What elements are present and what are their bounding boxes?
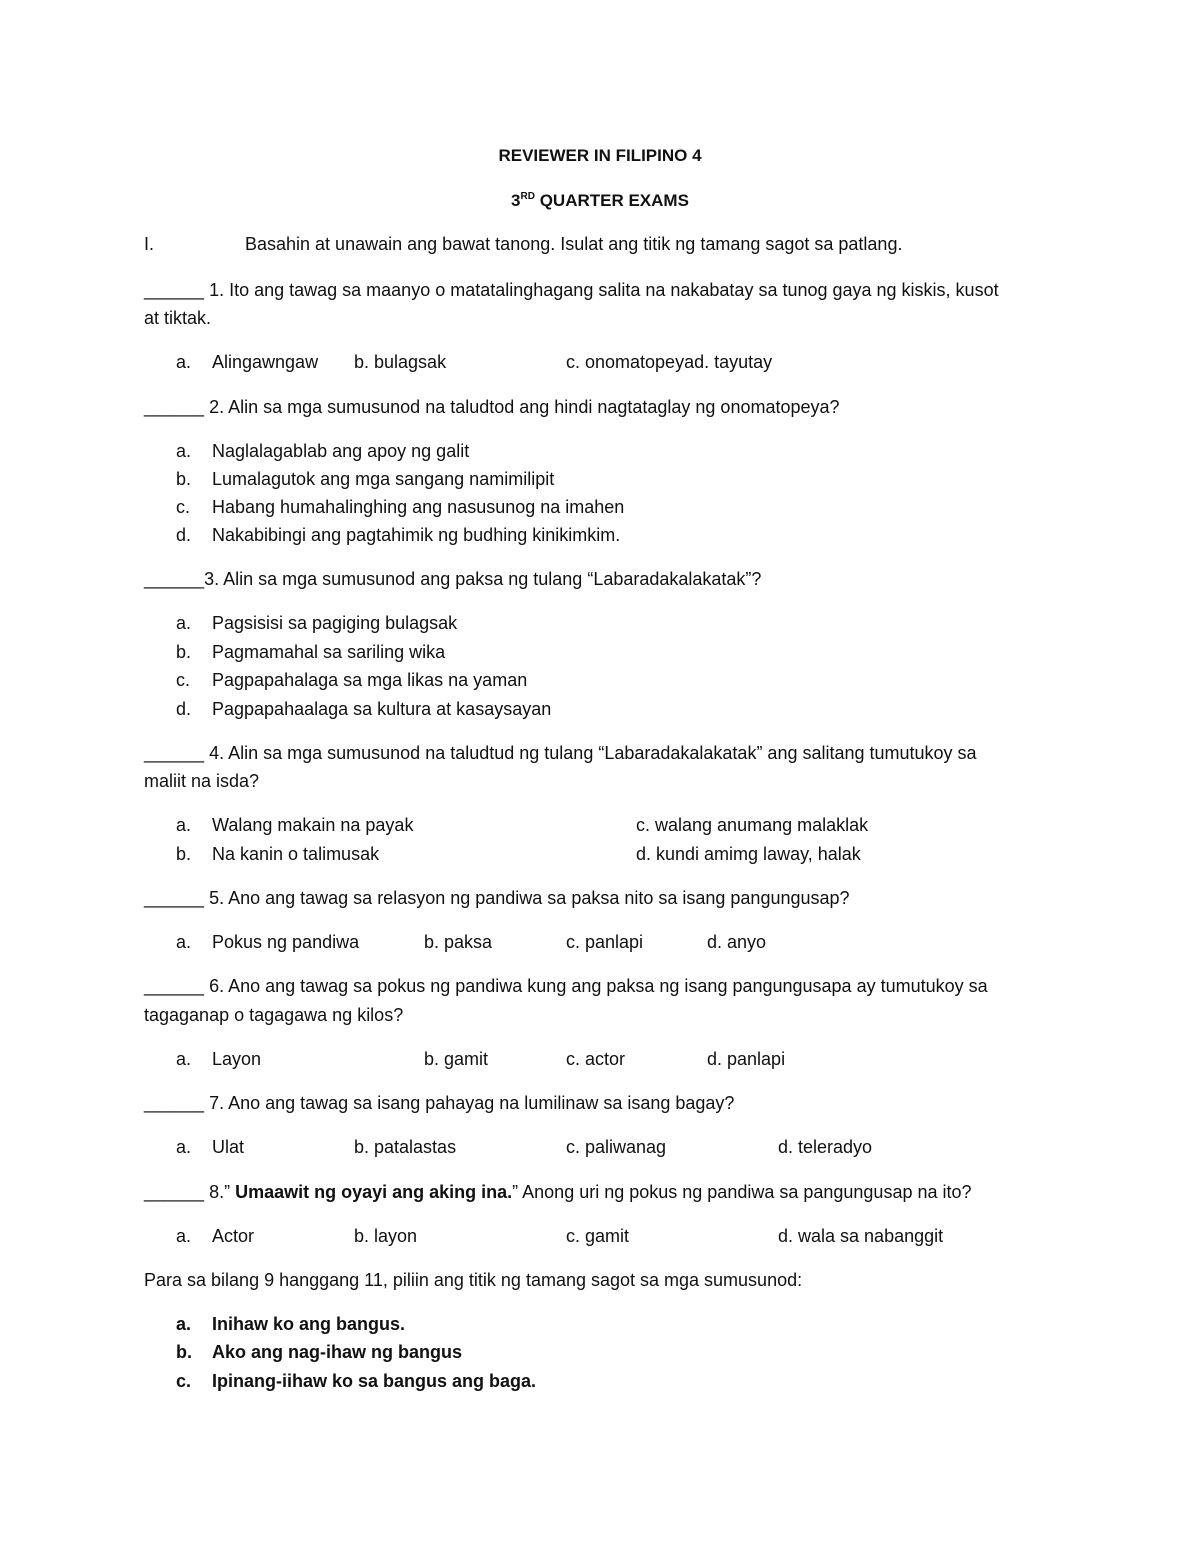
q8-option-a-letter: a. (176, 1226, 192, 1246)
q3-option-d-letter: d. (176, 699, 192, 719)
q5-option-c: c. panlapi (566, 932, 644, 952)
q4-option-a: Walang makain na payak (212, 815, 414, 835)
section-9-11-intro: Para sa bilang 9 hanggang 11, piliin ang titik ng tamang sagot sa mga sumusunod: (144, 1270, 803, 1290)
q2-option-a: Naglalagablab ang apoy ng galit (212, 441, 470, 461)
question-4-cont: maliit na isda? (144, 771, 260, 791)
question-4: ______ 4. Alin sa mga sumusunod na taludtud ng tulang “Labaradakalakatak” ang salitang tumutukoy sa (144, 743, 977, 763)
q2-option-d: Nakabibingi ang pagtahimik ng budhing kinikimkim. (212, 525, 621, 545)
s9-option-a: Inihaw ko ang bangus. (212, 1314, 406, 1334)
question-5: ______ 5. Ano ang tawag sa relasyon ng pandiwa sa paksa nito sa isang pangungusap? (144, 888, 850, 908)
q1-option-a-letter: a. (176, 352, 192, 372)
q3-option-b: Pagmamahal sa sariling wika (212, 642, 446, 662)
q7-option-c: c. paliwanag (566, 1137, 667, 1157)
page-subtitle (0, 190, 1200, 212)
question-8-post: ” Anong uri ng pokus ng pandiwa sa pangungusap na ito? (512, 1182, 972, 1202)
q5-option-a-letter: a. (176, 932, 192, 952)
q7-option-d: d. teleradyo (778, 1137, 873, 1157)
subtitle-number: 3 (511, 191, 521, 210)
q3-option-a-letter: a. (176, 613, 192, 633)
instruction-numeral: I. (144, 234, 155, 254)
q7-option-a: Ulat (212, 1137, 245, 1157)
question-3: ______3. Alin sa mga sumusunod ang paksa ng tulang “Labaradakalakatak”? (144, 569, 762, 589)
q4-option-a-letter: a. (176, 815, 192, 835)
q5-option-a: Pokus ng pandiwa (212, 932, 360, 952)
question-8-sentence: Umaawit ng oyayi ang aking ina. (235, 1182, 513, 1202)
instruction-text: Basahin at unawain ang bawat tanong. Isulat ang titik ng tamang sagot sa patlang. (245, 234, 903, 254)
q6-option-d: d. panlapi (707, 1049, 786, 1069)
q8-option-b: b. layon (354, 1226, 418, 1246)
q8-option-c: c. gamit (566, 1226, 630, 1246)
q4-option-d: d. kundi amimg laway, halak (636, 844, 861, 864)
question-8 (144, 1181, 972, 1203)
q2-option-d-letter: d. (176, 525, 192, 545)
q2-option-b: Lumalagutok ang mga sangang namimilipit (212, 469, 555, 489)
question-6: ______ 6. Ano ang tawag sa pokus ng pandiwa kung ang paksa ng isang pangungusapa ay tumutukoy sa (144, 976, 988, 996)
q1-option-a: Alingawngaw (212, 352, 319, 372)
q8-option-d: d. wala sa nabanggit (778, 1226, 944, 1246)
question-1-cont: at tiktak. (144, 308, 212, 328)
q1-option-b: b. bulagsak (354, 352, 447, 372)
q7-option-a-letter: a. (176, 1137, 192, 1157)
subtitle-suffix: RD (520, 191, 535, 202)
q7-option-b: b. patalastas (354, 1137, 457, 1157)
q1-option-c: c. onomatopeyad. tayutay (566, 352, 773, 372)
q6-option-b: b. gamit (424, 1049, 489, 1069)
q6-option-c: c. actor (566, 1049, 626, 1069)
q6-option-a-letter: a. (176, 1049, 192, 1069)
q3-option-d: Pagpapahaalaga sa kultura at kasaysayan (212, 699, 552, 719)
q3-option-a: Pagsisisi sa pagiging bulagsak (212, 613, 458, 633)
q3-option-c-letter: c. (176, 670, 191, 690)
question-1: ______ 1. Ito ang tawag sa maanyo o matatalinghagang salita na nakabatay sa tunog gaya ng kiskis, kusot (144, 280, 999, 300)
q2-option-c-letter: c. (176, 497, 191, 517)
question-7: ______ 7. Ano ang tawag sa isang pahayag na lumilinaw sa isang bagay? (144, 1093, 735, 1113)
question-8-pre: ______ 8.” (144, 1182, 236, 1202)
q4-option-c: c. walang anumang malaklak (636, 815, 869, 835)
q3-option-b-letter: b. (176, 642, 192, 662)
q5-option-d: d. anyo (707, 932, 767, 952)
q8-option-a: Actor (212, 1226, 255, 1246)
page-title: REVIEWER IN FILIPINO 4 (498, 146, 702, 165)
s9-option-b-letter: b. (176, 1342, 192, 1362)
q5-option-b: b. paksa (424, 932, 493, 952)
s9-option-b: Ako ang nag-ihaw ng bangus (212, 1342, 463, 1362)
s9-option-c-letter: c. (176, 1371, 192, 1391)
subtitle-rest: QUARTER EXAMS (534, 191, 689, 210)
q3-option-c: Pagpapahalaga sa mga likas na yaman (212, 670, 528, 690)
q4-option-b: Na kanin o talimusak (212, 844, 380, 864)
question-2: ______ 2. Alin sa mga sumusunod na taludtod ang hindi nagtataglay ng onomatopeya? (144, 397, 840, 417)
q2-option-b-letter: b. (176, 469, 192, 489)
q2-option-c: Habang humahalinghing ang nasusunog na imahen (212, 497, 625, 517)
q2-option-a-letter: a. (176, 441, 192, 461)
q4-option-b-letter: b. (176, 844, 192, 864)
q6-option-a: Layon (212, 1049, 262, 1069)
s9-option-a-letter: a. (176, 1314, 192, 1334)
question-6-cont: tagaganap o tagagawa ng kilos? (144, 1005, 404, 1025)
s9-option-c: Ipinang-iihaw ko sa bangus ang baga. (212, 1371, 537, 1391)
